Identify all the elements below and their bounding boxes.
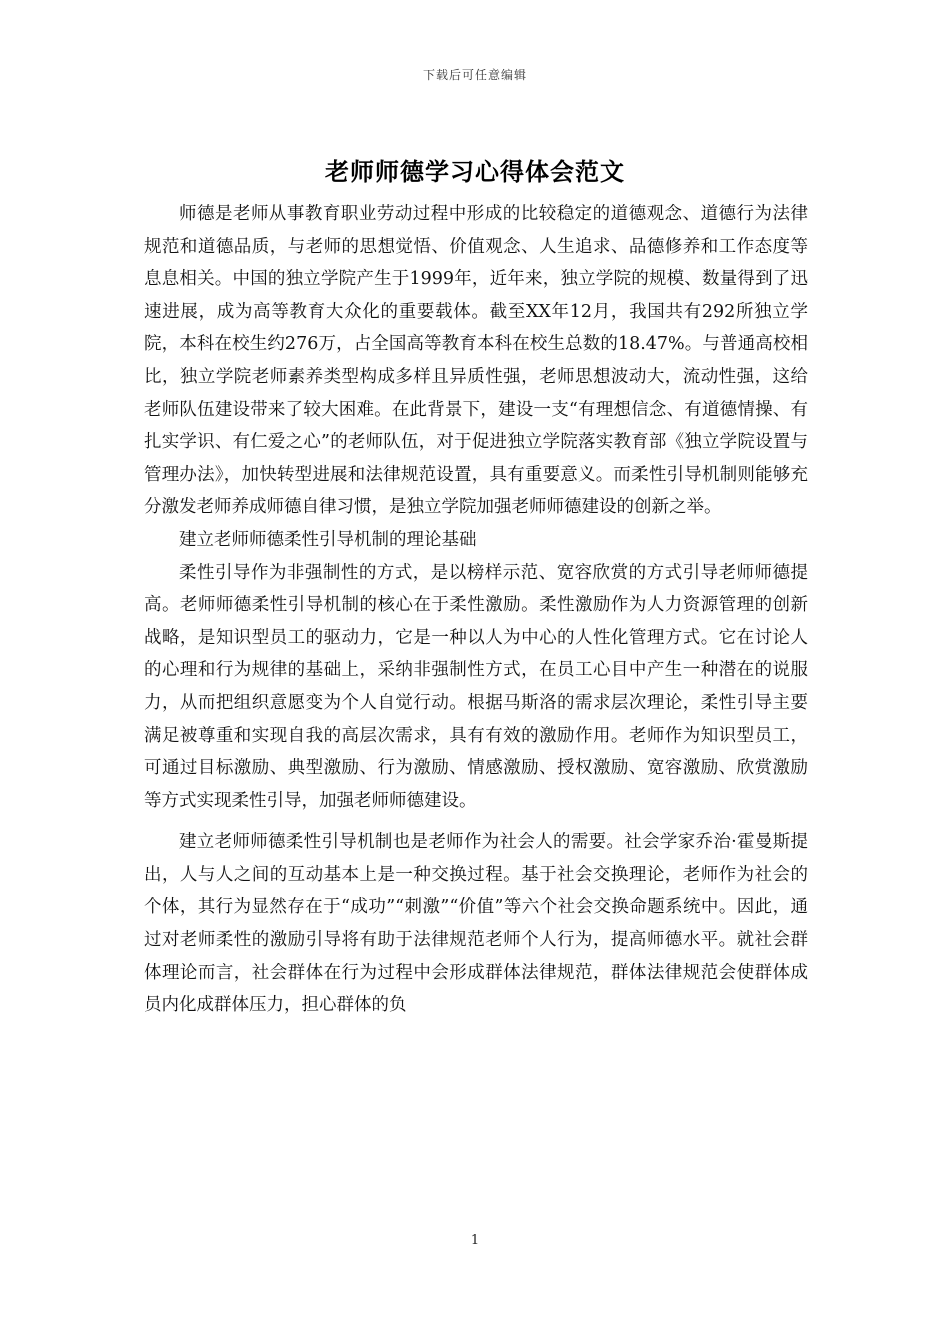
paragraph-social-exchange: 建立老师师德柔性引导机制也是老师作为社会人的需要。社会学家乔治·霍曼斯提出，人与人之间的互动基本上是一种交换过程。基于社会交换理论，老师作为社会的个体，其行为显然存在于“成功”“刺激”“价值”等六个社会交换命题系统中。因此，通过对老师柔性的激励引导将有助于法律规范老师个人行为，提高师德水平。就社会群体理论而言，社会群体在行为过程中会形成群体法律规范，群体法律规范会使群体成员内化成群体压力，担心群体的负: [144, 832, 808, 1016]
document-body: [144, 198, 808, 1022]
page-number: 1: [470, 1233, 480, 1248]
header-note: 下载后可任意编辑: [422, 68, 527, 82]
paragraph-flexible-guidance: 柔性引导作为非强制性的方式，是以榜样示范、宽容欣赏的方式引导老师师德提高。老师师德柔性引导机制的核心在于柔性激励。柔性激励作为人力资源管理的创新战略，是知识型员工的驱动力，它是一种以人为中心的人性化管理方式。它在讨论人的心理和行为规律的基础上，采纳非强制性方式，在员工心目中产生一种潜在的说服力，从而把组织意愿变为个人自觉行动。根据马斯洛的需求层次理论，柔性引导主要满足被尊重和实现自我的高层次需求，具有有效的激励作用。老师作为知识型员工，可通过目标激励、典型激励、行为激励、情感激励、授权激励、宽容激励、欣赏激励等方式实现柔性引导，加强老师师德建设。: [144, 562, 808, 811]
document-title: 老师师德学习心得体会范文: [325, 157, 625, 186]
section-heading: 建立老师师德柔性引导机制的理论基础: [179, 529, 477, 550]
paragraph-intro: 师德是老师从事教育职业劳动过程中形成的比较稳定的道德观念、道德行为法律规范和道德品质，与老师的思想觉悟、价值观念、人生追求、品德修养和工作态度等息息相关。中国的独立学院产生于1999年，近年来，独立学院的规模、数量得到了迅速进展，成为高等教育大众化的重要载体。截至XX年12月，我国共有292所独立学院，本科在校生约276万，占全国高等教育本科在校生总数的18.47%。与普通高校相比，独立学院老师素养类型构成多样且异质性强，老师思想波动大，流动性强，这给老师队伍建设带来了较大困难。在此背景下，建设一支“有理想信念、有道德情操、有扎实学识、有仁爱之心”的老师队伍，对于促进独立学院落实教育部《独立学院设置与管理办法》，加快转型进展和法律规范设置，具有重要意义。而柔性引导机制则能够充分激发老师养成师德自律习惯，是独立学院加强老师师德建设的创新之举。: [144, 204, 808, 518]
